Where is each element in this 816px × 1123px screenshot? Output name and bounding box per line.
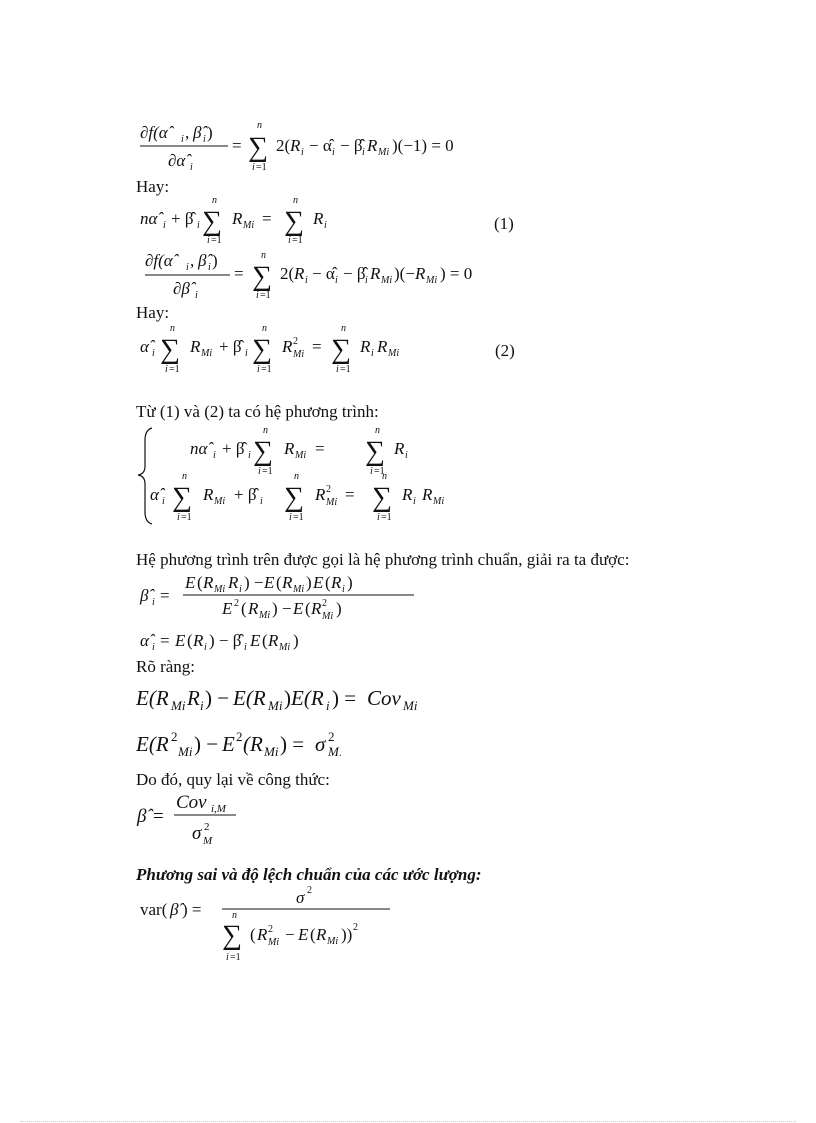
svg-text:i: i [332,147,335,158]
svg-text:Mi: Mi [171,698,186,713]
svg-text:Mi: Mi [264,744,279,759]
svg-text:∑: ∑ [172,482,192,513]
svg-text:Mi: Mi [214,584,226,595]
svg-text:i: i [371,348,374,359]
equation-tag-1: (1) [494,214,514,233]
svg-text:n: n [382,471,387,482]
svg-text:Mi: Mi [381,275,393,286]
svg-text:∑: ∑ [160,334,180,365]
svg-text:=1: =1 [230,952,241,963]
svg-text:i: i [226,952,229,963]
svg-text:∑: ∑ [248,132,268,163]
svg-text:− β̂: − β̂ [343,264,366,283]
svg-text:β̂: β̂ [137,806,147,827]
svg-text:− α̂: − α̂ [312,264,335,283]
svg-text:R: R [316,925,327,944]
svg-text:∂f(α̂: ∂f(α̂ [140,123,168,142]
svg-text:2: 2 [236,729,243,744]
svg-text:R: R [187,686,200,710]
svg-text:): ) [306,573,312,592]
svg-text:i,M: i,M [211,803,226,815]
svg-text:=: = [160,586,170,605]
svg-text:Mi: Mi [268,937,280,948]
svg-text:n: n [261,250,266,261]
svg-text:Mi: Mi [243,220,255,231]
svg-text:i: i [342,584,345,595]
svg-text:i: i [336,364,339,375]
svg-text:R: R [284,439,295,458]
svg-text:∑: ∑ [202,206,222,237]
svg-text:Mi: Mi [322,611,334,622]
svg-text:2: 2 [307,885,312,896]
svg-text:n: n [170,323,175,334]
svg-text:∑: ∑ [253,436,273,467]
svg-text:Mi: Mi [201,348,213,359]
svg-text:R: R [282,573,293,592]
svg-text:E: E [185,573,196,592]
svg-text:): ) [336,599,342,618]
svg-text:=: = [153,806,164,827]
svg-text:β̂: β̂ [198,251,207,270]
svg-text:R: R [290,136,301,155]
svg-text:i: i [186,262,189,273]
svg-text:=1: =1 [181,512,192,523]
svg-text:∑: ∑ [365,436,385,467]
svg-text:R: R [190,337,201,356]
svg-text:=1: =1 [262,466,273,477]
svg-text:)(−1) = 0: )(−1) = 0 [392,136,454,155]
svg-text:): ) [347,573,353,592]
svg-text:2(: 2( [280,264,295,283]
svg-text:E: E [250,631,261,650]
svg-text:i: i [377,512,380,523]
svg-text:R: R [248,599,259,618]
svg-text:R: R [193,631,204,650]
svg-text:) − β̂: ) − β̂ [209,631,242,650]
svg-text:(: ( [310,925,316,944]
svg-text:Mi: Mi [293,584,305,595]
svg-text:n: n [212,195,217,206]
svg-text:Mi: Mi [426,275,438,286]
svg-text:n: n [232,910,237,921]
svg-text:R: R [294,264,305,283]
svg-text:(: ( [241,599,247,618]
svg-text:(: ( [325,573,331,592]
svg-text:i: i [177,512,180,523]
svg-text:=1: =1 [381,512,392,523]
svg-text:−: − [285,925,295,944]
page-bottom-divider [20,1121,796,1122]
svg-text:nα̂: nα̂ [140,209,158,228]
svg-text:): ) [284,686,291,710]
svg-text:R: R [313,209,324,228]
svg-text:(R: (R [243,732,263,756]
svg-text:E: E [313,573,324,592]
svg-text:=1: =1 [293,512,304,523]
svg-text:i: i [324,220,327,231]
svg-text:R: R [360,337,371,356]
svg-text:=1: =1 [261,364,272,375]
svg-text:2: 2 [234,598,239,609]
svg-text:2: 2 [326,484,331,495]
svg-text:=1: =1 [374,466,385,477]
svg-text:,: , [185,123,190,142]
svg-text:+ β̂: + β̂ [222,439,245,458]
system-intro-text: Từ (1) và (2) ta có hệ phương trình: [136,402,379,421]
svg-text:.: . [339,748,342,759]
svg-text:∑: ∑ [331,334,351,365]
svg-text:) =: ) = [182,900,202,919]
svg-text:R: R [203,485,214,504]
svg-text:E: E [293,599,304,618]
svg-text:Mi: Mi [433,496,445,507]
svg-text:Mi: Mi [268,698,283,713]
svg-text:E: E [298,925,309,944]
svg-text:Mi: Mi [326,497,338,508]
svg-text:Cov: Cov [367,686,401,710]
svg-text:∑: ∑ [252,334,272,365]
svg-text:2: 2 [268,924,273,935]
svg-text:Mi: Mi [295,450,307,461]
svg-text:i: i [190,162,193,173]
svg-text:+ β̂: + β̂ [171,209,194,228]
svg-text:i: i [305,275,308,286]
svg-text:i: i [213,450,216,461]
svg-text:Cov: Cov [176,792,207,813]
svg-text:) −: ) − [272,599,292,618]
svg-text:R: R [402,485,413,504]
svg-text:R: R [370,264,381,283]
svg-text:): ) [212,251,218,270]
svg-text:α̂: α̂ [140,631,149,650]
svg-text:i: i [195,290,198,301]
svg-text:∑: ∑ [252,261,272,292]
svg-text:R: R [331,573,342,592]
svg-text:Mi: Mi [378,147,390,158]
svg-text:β̂: β̂ [170,900,179,919]
svg-text:∑: ∑ [284,482,304,513]
hay-label-2: Hay: [136,303,170,322]
svg-text:n: n [182,471,187,482]
svg-text:i: i [208,262,211,273]
svg-text:Mi: Mi [293,349,305,360]
svg-text:E(R: E(R [136,686,169,710]
svg-text:− β̂: − β̂ [340,136,363,155]
svg-text:Mi: Mi [279,642,291,653]
svg-text:n: n [294,471,299,482]
svg-text:2: 2 [204,821,210,833]
svg-text:R: R [232,209,243,228]
svg-text:β̂: β̂ [140,586,149,605]
svg-text:∑: ∑ [284,206,304,237]
svg-text:i: i [152,642,155,653]
svg-text:=: = [262,209,272,228]
svg-text:i: i [260,496,263,507]
svg-text:n: n [375,425,380,436]
svg-text:∂f(α̂: ∂f(α̂ [145,251,173,270]
svg-text:σ: σ [296,888,305,907]
svg-text:i: i [245,348,248,359]
svg-text:n: n [257,120,262,131]
svg-text:i: i [362,147,365,158]
svg-text:i: i [200,698,204,713]
svg-text:i: i [413,496,416,507]
svg-text:R: R [311,599,322,618]
svg-text:=1: =1 [211,235,222,246]
svg-text:=: = [345,485,355,504]
svg-text:i: i [365,275,368,286]
svg-text:n: n [263,425,268,436]
svg-text:(: ( [187,631,193,650]
svg-text:i: i [248,450,251,461]
svg-text:): ) [207,123,213,142]
svg-text:i: i [203,134,206,145]
svg-text:R: R [394,439,405,458]
svg-text:Mi: Mi [178,744,193,759]
svg-text:2: 2 [322,598,327,609]
svg-text:=: = [232,136,242,155]
svg-text:=: = [160,631,170,650]
svg-text:i: i [207,235,210,246]
svg-text:Mi: Mi [259,610,271,621]
svg-text:∂β̂: ∂β̂ [173,279,190,298]
svg-text:i: i [163,220,166,231]
svg-text:i: i [326,698,330,713]
svg-text:i: i [289,512,292,523]
svg-text:σ: σ [315,732,326,756]
svg-text:α̂: α̂ [150,485,159,504]
svg-text:) −: ) − [205,686,230,710]
svg-text:i: i [197,220,200,231]
svg-text:i: i [239,584,242,595]
svg-text:i: i [181,134,184,145]
svg-text:E(R: E(R [291,686,324,710]
normal-equation-text: Hệ phương trình trên được gọi là hệ phương trình chuẩn, giải ra ta được: [136,550,630,569]
svg-text:i: i [301,147,304,158]
svg-text:i: i [257,364,260,375]
svg-text:2: 2 [293,336,298,347]
svg-text:2: 2 [171,729,178,744]
svg-text:R: R [228,573,239,592]
svg-text:n: n [341,323,346,334]
svg-text:+ β̂: + β̂ [234,485,257,504]
svg-text:) =: ) = [280,732,305,756]
svg-text:σ: σ [192,823,202,844]
svg-text:i: i [335,275,338,286]
svg-text:E: E [175,631,186,650]
svg-text:R: R [422,485,433,504]
svg-text:)): )) [341,925,353,944]
svg-text:E(R: E(R [233,686,266,710]
svg-text:=1: =1 [260,290,271,301]
svg-text:i: i [258,466,261,477]
svg-text:β̂: β̂ [193,123,202,142]
svg-text:E: E [222,599,233,618]
svg-text:)(−: )(− [394,264,415,283]
svg-text:var(: var( [140,900,168,919]
svg-text:i: i [204,642,207,653]
svg-text:i: i [152,348,155,359]
svg-text:R: R [415,264,426,283]
svg-text:=1: =1 [292,235,303,246]
svg-text:M: M [203,835,213,847]
svg-text:E(R: E(R [136,732,169,756]
svg-text:(: ( [262,631,268,650]
svg-text:) −: ) − [244,573,264,592]
svg-text:2: 2 [328,729,335,744]
svg-text:) = 0: ) = 0 [440,264,473,283]
svg-text:): ) [293,631,299,650]
svg-text:i: i [152,597,155,608]
svg-text:R: R [203,573,214,592]
svg-text:i: i [244,642,247,653]
svg-text:n: n [262,323,267,334]
svg-text:− α̂: − α̂ [309,136,332,155]
svg-text:,: , [190,251,195,270]
svg-text:=: = [315,439,325,458]
svg-text:i: i [370,466,373,477]
svg-text:i: i [256,290,259,301]
svg-text:Mi: Mi [388,348,400,359]
svg-text:R: R [367,136,378,155]
svg-text:R: R [268,631,279,650]
svg-text:i: i [252,162,255,173]
section-heading: Phương sai và độ lệch chuẩn của các ước lượng: [136,865,482,884]
svg-text:∑: ∑ [222,920,242,951]
svg-text:+ β̂: + β̂ [219,337,242,356]
svg-text:R: R [377,337,388,356]
svg-text:Mi: Mi [403,698,418,713]
svg-text:i: i [165,364,168,375]
svg-text:i: i [162,496,165,507]
svg-text:∑: ∑ [372,482,392,513]
svg-text:R: R [315,485,326,504]
therefore-text: Do đó, quy lại về công thức: [136,770,330,789]
clearly-label: Rõ ràng: [136,657,196,676]
svg-text:nα̂: nα̂ [190,439,208,458]
svg-text:i: i [288,235,291,246]
svg-text:n: n [293,195,298,206]
svg-text:∂α̂: ∂α̂ [168,151,186,170]
svg-text:=: = [312,337,322,356]
svg-text:Mi: Mi [214,496,226,507]
svg-text:E: E [222,732,235,756]
svg-text:R: R [282,337,293,356]
svg-text:) =: ) = [332,686,357,710]
svg-text:i: i [405,450,408,461]
hay-label-1: Hay: [136,177,170,196]
svg-text:=: = [234,264,244,283]
svg-text:R: R [257,925,268,944]
svg-text:(: ( [250,925,256,944]
svg-text:2(: 2( [276,136,291,155]
svg-text:=1: =1 [340,364,351,375]
svg-text:E: E [264,573,275,592]
svg-text:) −: ) − [194,732,219,756]
svg-text:=1: =1 [256,162,267,173]
equation-tag-2: (2) [495,341,515,360]
svg-text:M: M [328,744,339,759]
svg-text:(: ( [197,573,203,592]
svg-text:2: 2 [353,922,358,933]
svg-text:(: ( [305,599,311,618]
svg-text:(: ( [276,573,282,592]
svg-text:Mi: Mi [327,936,339,947]
svg-text:α̂: α̂ [140,337,149,356]
svg-text:=1: =1 [169,364,180,375]
